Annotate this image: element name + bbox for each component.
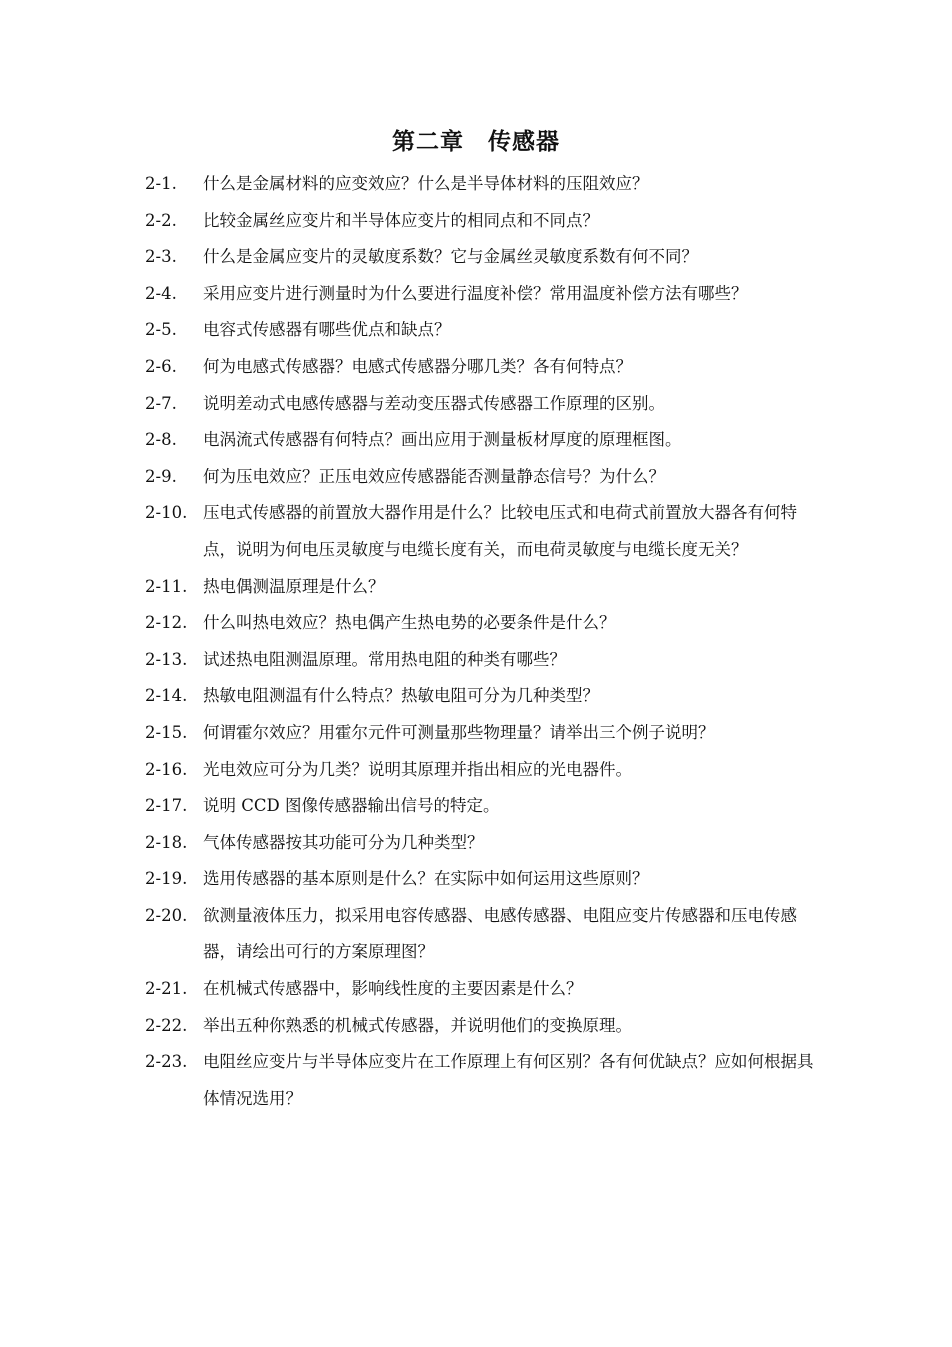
question-item [145,1044,815,1117]
question-item [145,715,815,752]
question-text: 光电效应可分为几类？说明其原理并指出相应的光电器件。 [203,759,632,779]
question-number: 2-3. [145,247,177,267]
question-text: 气体传感器按其功能可分为几种类型？ [203,832,484,852]
question-number: 2-11. [145,576,188,596]
question-number: 2-16. [145,759,188,779]
question-item [145,349,815,386]
question-item [145,569,815,606]
question-item [145,459,815,496]
question-text: 什么是金属应变片的灵敏度系数？它与金属丝灵敏度系数有何不同？ [203,247,698,267]
question-text: 电容式传感器有哪些优点和缺点？ [203,320,451,340]
question-text: 什么叫热电效应？热电偶产生热电势的必要条件是什么？ [203,613,616,633]
question-text: 电涡流式传感器有何特点？画出应用于测量板材厚度的原理框图。 [203,430,682,450]
question-number: 2-13. [145,649,188,669]
question-item [145,752,815,789]
question-text: 说明 CCD 图像传感器输出信号的特定。 [203,796,500,816]
question-number: 2-1. [145,174,177,193]
question-item [145,898,815,971]
question-item [145,203,815,240]
question-item [145,861,815,898]
question-list [145,166,815,1117]
question-number: 2-15. [145,722,188,742]
question-number: 2-2. [145,210,177,230]
question-text: 何谓霍尔效应？用霍尔元件可测量那些物理量？请举出三个例子说明？ [203,722,715,742]
question-number: 2-4. [145,283,177,303]
question-text: 在机械式传感器中，影响线性度的主要因素是什么？ [203,979,583,999]
question-text: 采用应变片进行测量时为什么要进行温度补偿？常用温度补偿方法有哪些？ [203,283,748,303]
question-item [145,678,815,715]
question-item [145,825,815,862]
question-text: 何为电感式传感器？电感式传感器分哪几类？各有何特点？ [203,356,632,376]
question-number: 2-22. [145,1015,188,1035]
question-text: 选用传感器的基本原则是什么？在实际中如何运用这些原则？ [203,869,649,889]
question-item [145,788,815,825]
question-number: 2-12. [145,613,188,633]
question-number: 2-20. [145,905,188,925]
chapter-title: 第二章 传感器 [392,128,560,155]
question-number: 2-9. [145,466,177,486]
question-item [145,386,815,423]
question-number: 2-8. [145,430,177,450]
question-text: 热敏电阻测温有什么特点？热敏电阻可分为几种类型？ [203,686,599,706]
question-item [145,422,815,459]
question-text: 说明差动式电感传感器与差动变压器式传感器工作原理的区别。 [203,393,665,413]
question-text: 电阻丝应变片与半导体应变片在工作原理上有何区别？各有何优缺点？应如何根据具体情况选用？ [203,1052,814,1108]
question-text: 比较金属丝应变片和半导体应变片的相同点和不同点？ [203,210,599,230]
question-item [145,312,815,349]
question-text: 热电偶测温原理是什么？ [203,576,385,596]
question-number: 2-7. [145,393,177,413]
question-text: 举出五种你熟悉的机械式传感器，并说明他们的变换原理。 [203,1015,632,1035]
question-text: 何为压电效应？正压电效应传感器能否测量静态信号？为什么？ [203,466,665,486]
question-item [145,239,815,276]
question-text: 试述热电阻测温原理。常用热电阻的种类有哪些？ [203,649,566,669]
question-number: 2-6. [145,356,177,376]
question-number: 2-10. [145,503,188,523]
question-text: 欲测量液体压力，拟采用电容传感器、电感传感器、电阻应变片传感器和压电传感器，请绘出可行的方案原理图？ [203,905,797,962]
question-item [145,495,815,568]
question-item [145,971,815,1008]
question-item [145,166,815,203]
question-item [145,605,815,642]
question-text: 什么是金属材料的应变效应？什么是半导体材料的压阻效应？ [203,174,649,193]
question-item [145,1008,815,1045]
question-number: 2-5. [145,320,177,340]
question-number: 2-14. [145,686,188,706]
question-number: 2-17. [145,796,188,816]
question-number: 2-21. [145,979,188,999]
question-item [145,276,815,313]
question-number: 2-23. [145,1052,188,1072]
question-item [145,642,815,679]
question-text: 压电式传感器的前置放大器作用是什么？比较电压式和电荷式前置放大器各有何特点，说明为何电压灵敏度与电缆长度有关，而电荷灵敏度与电缆长度无关？ [203,503,797,559]
question-number: 2-18. [145,832,188,852]
question-number: 2-19. [145,869,188,889]
